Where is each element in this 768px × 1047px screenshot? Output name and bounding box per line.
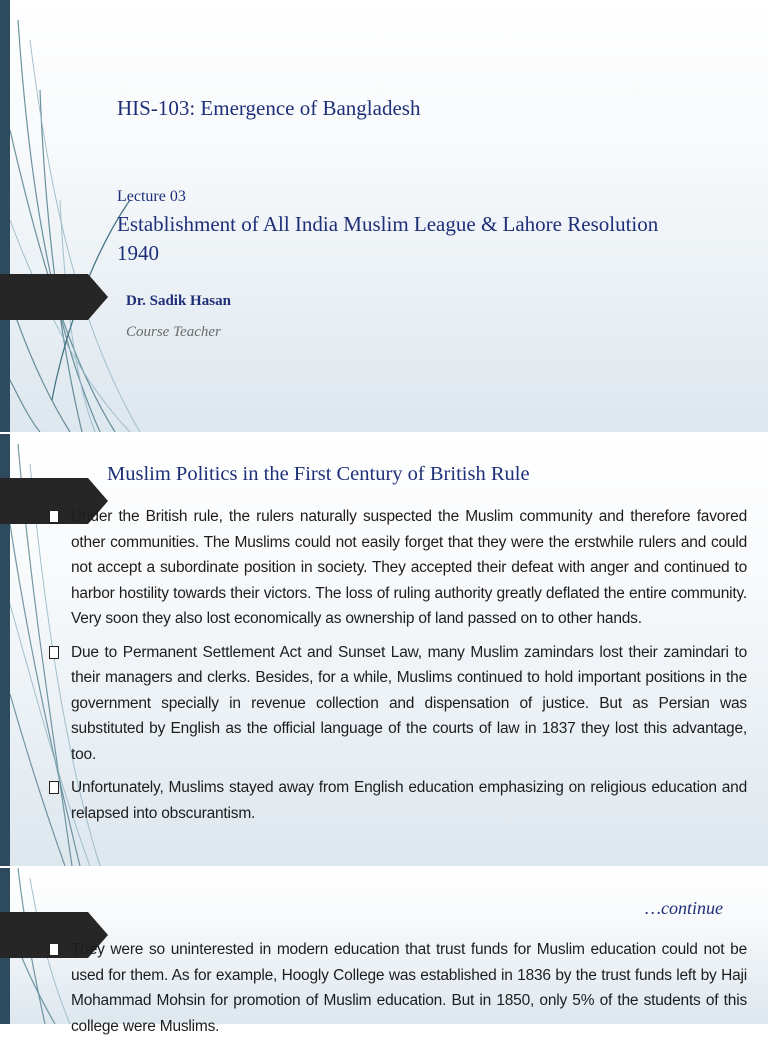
- bullet-text: Due to Permanent Settlement Act and Sunset Law, many Muslim zamindars lost their zamindari to their managers and clerks. Besides, for a while, Muslims continued to hold important positions in the government specially in revenue collection and dispensation of justice. But as Persian was substituted by English as the official language of the courts of law in 1837 they lost this advantage, too.: [71, 643, 747, 763]
- content-slide: [0, 434, 768, 866]
- bullet-box-icon: [49, 943, 59, 956]
- bullet-text: Unfortunately, Muslims stayed away from English education emphasizing on religious education and relapsed into obscurantism.: [71, 779, 747, 822]
- course-title: HIS-103: Emergence of Bangladesh: [117, 96, 421, 120]
- bullet-list: [49, 504, 747, 834]
- bullet-text: Under the British rule, the rulers naturally suspected the Muslim community and therefore favored other communities. The Muslims could not easily forget that they were the erstwhile rulers and could not accept a subordinate position in society. They accepted their defeat with anger and continued to harbor hostility towards their victors. The loss of ruling authority greatly deflated the entire community. Very soon they also lost economically as ownership of land passed on to other hands.: [71, 508, 747, 627]
- bullet-item: [49, 937, 747, 1039]
- bullet-box-icon: [49, 781, 59, 794]
- left-accent-bar: [0, 0, 10, 432]
- bullet-box-icon: [49, 510, 59, 523]
- continuation-slide: [0, 868, 768, 1035]
- lecture-number: Lecture 03: [117, 188, 186, 205]
- bullet-box-icon: [49, 646, 59, 659]
- continue-heading: …continue: [645, 898, 723, 918]
- title-slide: [0, 0, 768, 432]
- author-role: Course Teacher: [126, 324, 221, 340]
- bullet-list: [49, 937, 747, 1047]
- arrow-tab: [0, 274, 108, 320]
- bullet-item: [49, 504, 747, 632]
- bullet-item: [49, 640, 747, 768]
- slide-title: Muslim Politics in the First Century of British Rule: [107, 463, 530, 485]
- bullet-item: [49, 775, 747, 826]
- lecture-subtitle: Establishment of All India Muslim League & Lahore Resolution 1940: [117, 212, 659, 265]
- author-name: Dr. Sadik Hasan: [126, 293, 231, 309]
- bullet-text: They were so uninterested in modern education that trust funds for Muslim education could not be used for them. As for example, Hoogly College was established in 1836 by the trust funds left by Haji Mohammad Mohsin for promotion of Muslim education. But in 1850, only 5% of the students of this college were Muslims.: [71, 941, 747, 1035]
